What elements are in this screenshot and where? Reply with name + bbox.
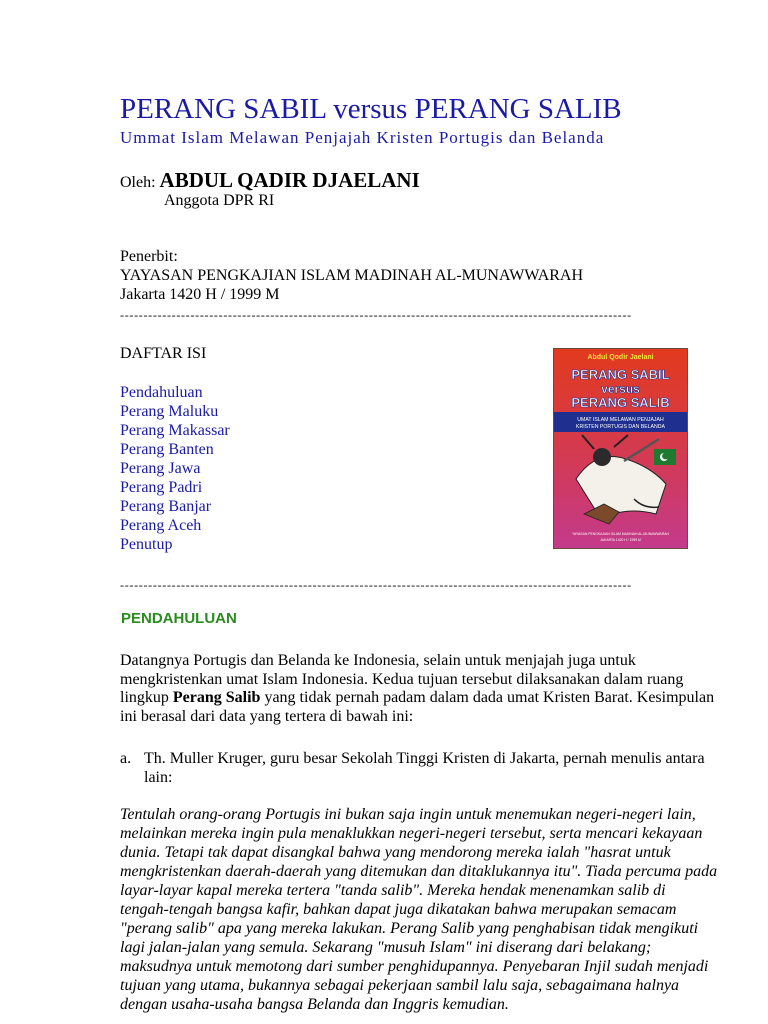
toc-link-perang-maluku[interactable]: Perang Maluku — [120, 403, 219, 420]
toc-item — [120, 459, 230, 478]
list-item-text: Th. Muller Kruger, guru besar Sekolah Tinggi Kristen di Jakarta, pernah menulis antara lain: — [144, 750, 705, 786]
toc-link-perang-makassar[interactable]: Perang Makassar — [120, 422, 230, 439]
cover-subtitle-line2: KRISTEN PORTUGIS DAN BELANDA — [576, 424, 665, 430]
intro-paragraph — [120, 652, 715, 726]
cover-author: Abdul Qodir Jaelani — [587, 354, 654, 361]
toc-link-perang-aceh[interactable]: Perang Aceh — [120, 517, 202, 534]
document-title: PERANG SABIL versus PERANG SALIB — [120, 93, 622, 125]
author-line — [120, 168, 420, 193]
intro-emphasis: Perang Salib — [172, 689, 261, 706]
author-name: ABDUL QADIR DJAELANI — [159, 168, 420, 192]
publisher-name: YAYASAN PENGKAJIAN ISLAM MADINAH AL-MUNAWWARAH — [120, 267, 584, 284]
author-prefix: Oleh: — [120, 174, 156, 191]
divider-top: ------------------------------------------------------------------------------------------------------------- — [120, 308, 632, 322]
toc-link-penutup[interactable]: Penutup — [120, 536, 173, 553]
toc-link-perang-padri[interactable]: Perang Padri — [120, 479, 203, 496]
cover-subtitle-line1: UMAT ISLAM MELAWAN PENJAJAH — [577, 417, 664, 423]
toc-item — [120, 440, 230, 459]
toc-item — [120, 478, 230, 497]
cover-title-line1: PERANG SABIL — [571, 367, 670, 382]
toc-link-perang-banjar[interactable]: Perang Banjar — [120, 498, 212, 515]
section-heading-pendahuluan: PENDAHULUAN — [121, 610, 237, 627]
toc-link-pendahuluan[interactable]: Pendahuluan — [120, 384, 203, 401]
toc-link-perang-jawa[interactable]: Perang Jawa — [120, 460, 201, 477]
toc-item — [120, 383, 230, 402]
author-role: Anggota DPR RI — [164, 192, 275, 209]
toc-item — [120, 516, 230, 535]
toc-item — [120, 497, 230, 516]
list-marker: a. — [120, 750, 132, 767]
intro-text-end: yang tidak pernah padam dalam dada umat Kristen Barat. Kesimpulan ini berasal dari data yang tertera di bawah ini: — [120, 689, 715, 725]
book-cover-image — [553, 348, 688, 549]
toc-item — [120, 535, 230, 554]
divider-bottom: ------------------------------------------------------------------------------------------------------------- — [120, 578, 632, 592]
book-cover-art — [554, 349, 687, 548]
quote-block: Tentulah orang-orang Portugis ini bukan saja ingin untuk menemukan negeri-negeri lain, melainkan mereka ingin pula menaklukkan negeri-negeri tersebut, serta mencari kekayaan dunia. Tetapi tak dapat disangkal bahwa yang mendorong mereka ialah "hasrat untuk mengkristenkan daerah-daerah yang ditemukan dan ditaklukannya itu". Tiada percuma pada layar-layar kapal mereka tertera "tanda salib". Mereka hendak menenamkan salib di tengah-tengah bangsa kafir, bahkan dapat juga dikatakan bahwa merupakan semacam "perang salib" apa yang mereka lakukan. Perang Salib yang penghabisan tidak mengikuti lagi jalan-jalan yang semula. Sekarang "musuh Islam" ini diserang dari belakang; maksudnya untuk memotong dari sumber penghidupannya. Penyebaran Injil sudah menjadi tujuan yang utama, bukannya sebagai pekerjaan sambil lalu saja, sebagaimana halnya dengan usaha-usaha bangsa Belanda dan Inggris kemudian. — [120, 806, 718, 1013]
toc-heading: DAFTAR ISI — [120, 345, 207, 362]
publisher-place-year: Jakarta 1420 H / 1999 M — [120, 286, 280, 303]
cover-title-line2: versus — [601, 382, 640, 396]
cover-publisher-line2: JAKARTA 1420 H / 1999 M — [600, 538, 641, 542]
document-subtitle: Ummat Islam Melawan Penjajah Kristen Portugis dan Belanda — [120, 128, 605, 147]
toc-item — [120, 421, 230, 440]
intro-text-start: Datangnya Portugis dan Belanda ke Indonesia, selain untuk menjajah juga untuk mengkristenkan umat Islam Indonesia. Kedua tujuan tersebut dilaksanakan dalam ruang lingkup — [120, 652, 684, 706]
toc-item — [120, 402, 230, 421]
publisher-label: Penerbit: — [120, 248, 178, 265]
cover-publisher-line1: YAYASAN PENGKAJIAN ISLAM MADINAH AL-MUNAWWARAH — [572, 532, 669, 536]
toc-link-perang-banten[interactable]: Perang Banten — [120, 441, 214, 458]
table-of-contents — [120, 383, 230, 554]
cover-title-line3: PERANG SALIB — [571, 395, 670, 410]
